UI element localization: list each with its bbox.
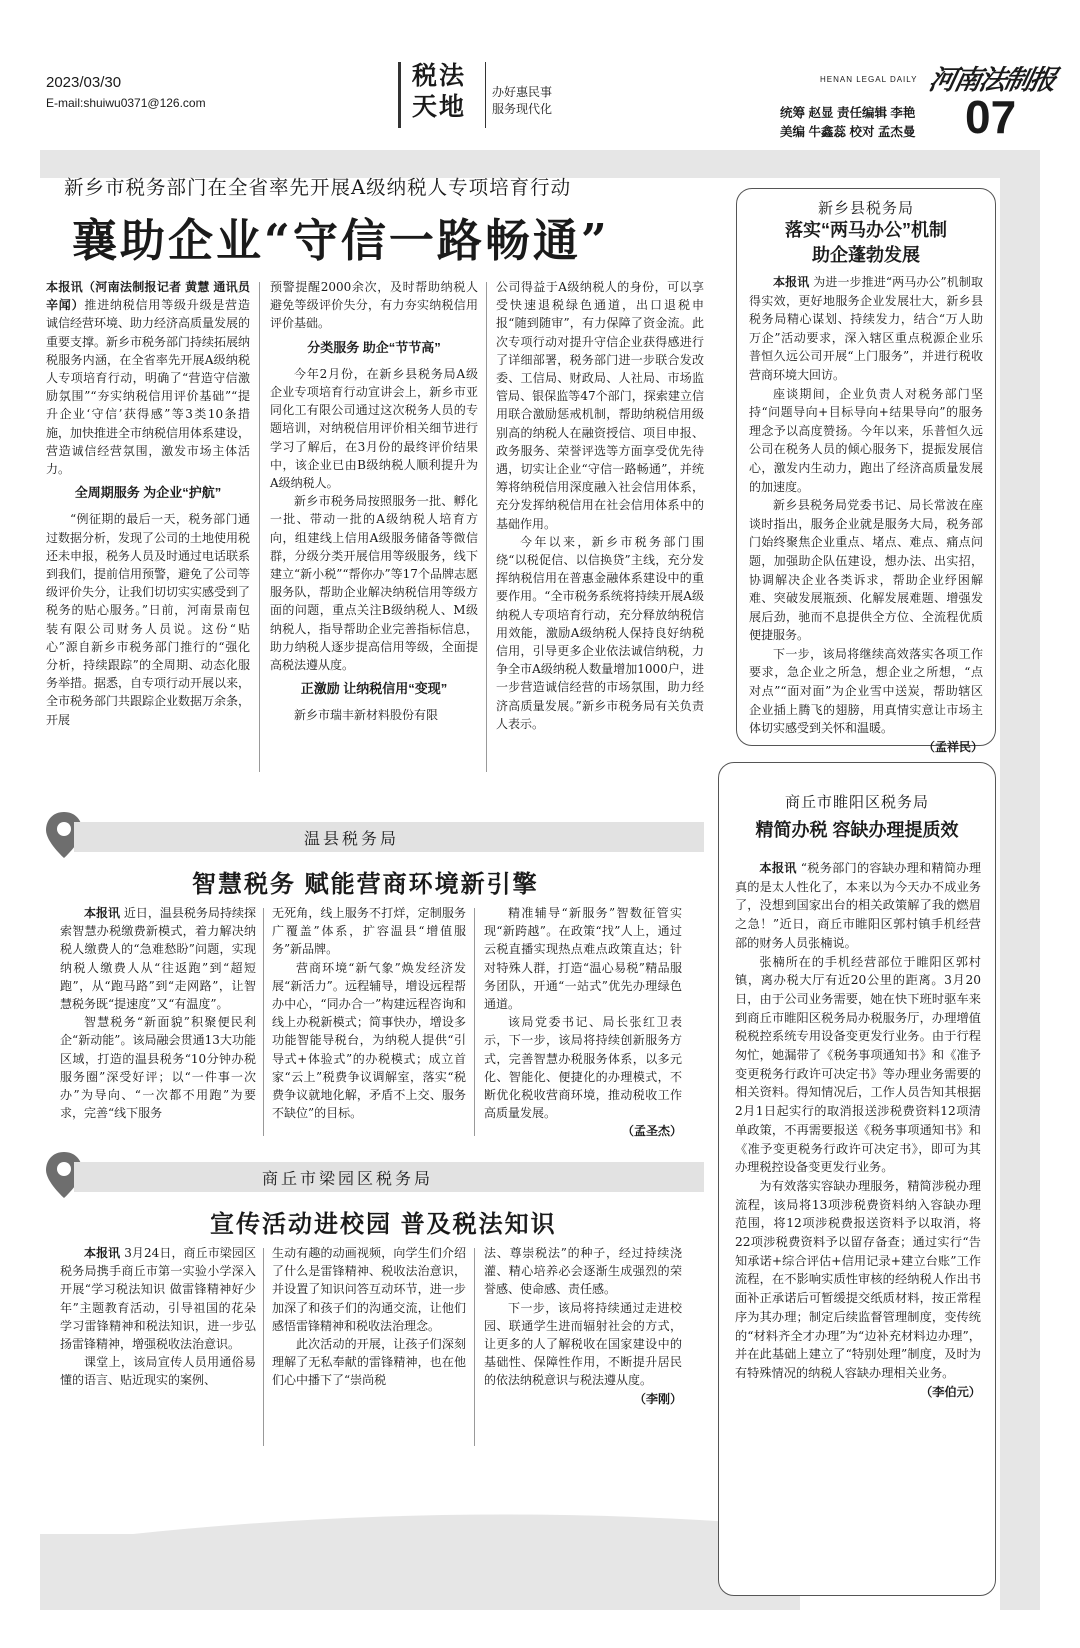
box2-org: 商丘市睢阳区税务局 bbox=[784, 793, 929, 811]
art2-col-1: 本报讯 近日，温县税务局持续探索智慧办税缴费新模式，着力解决纳税人缴费人的“急难愁盼”问题，实现纳税人缴费人从“往返跑”到“超短跑”，从“跑马路”到“走网路”，让智慧税务既“提速度”又“有温度”。 智慧税务“新面貌”积聚便民利企“新动能”。该局融会贯通13大功能区域，打造的温县税务“10分钟办税服务圈”深受好评；以“一件事一次办”为导向、“一次都不用跑”为要求，完善“线下服务 bbox=[60, 906, 256, 1121]
main-subhead-1: 全周期服务 为企业“护航” bbox=[74, 485, 222, 501]
box1-body: 本报讯 为进一步推进“两马办公”机制取得实效，更好地服务企业发展壮大，新乡县税务局精心谋划、持续发力，结合“万人助万企”活动要求，深入辖区重点税源企业乐普恒久远公司开展“上门服务”，并进行税收营商环境大回访。 座谈期间，企业负责人对税务部门坚持“问题导向+目标导向+结果导向”的服务理念予以高度赞扬。今年以来，乐普恒久远公司在税务人员的倾心服务下，提振发展信心，激发内生动力，跑出了经济高质量发展的加速度。 新乡县税务局党委书记、局长常波在座谈时指出，服务企业就是服务大局，税务部门始终聚焦企业重点、堵点、难点、痛点问题，加强助企队伍建设，想办法、出实招，协调解决企业各类诉求，帮助企业纾困解难、突破发展瓶颈、化解发展难题、增强发展后劲，驰而不息提供全方位、全流程优质便捷服务。 下一步，该局将继续高效落实各项工作要求，急企业之所急，想企业之所想，“点对点”“面对面”为企业雪中送炭，帮助辖区企业插上腾飞的翅膀，用真情实意让市场主体切实感受到关怀和温暖。 （孟祥民） bbox=[749, 273, 983, 756]
sidebar-article-xinxiang bbox=[736, 188, 996, 754]
box2-title: 精简办税 容缺办理提质效 bbox=[755, 820, 959, 840]
header-divider bbox=[398, 62, 401, 128]
art3-col-1: 本报讯 3月24日，商丘市梁园区税务局携手商丘市第一实验小学深入开展“学习税法知识 做雷锋精神好少年”主题教育活动，引导祖国的花朵学习雷锋精神和税法知识，进一步弘扬雷锋精神，增强税收法治意识。 课堂上，该局宣传人员用通俗易懂的语言、贴近现实的案例、 bbox=[60, 1246, 256, 1388]
main-headline: 襄助企业“守信一路畅通” bbox=[72, 214, 610, 267]
header-divider-thin bbox=[485, 62, 486, 128]
art3-org: 商丘市梁园区税务局 bbox=[262, 1169, 434, 1188]
paper-logo: 河南法制报 bbox=[926, 65, 1058, 96]
box1-org: 新乡县税务局 bbox=[817, 199, 914, 217]
art2-col-2: 无死角，线上服务不打烊，定制服务广覆盖”体系，扩容温县“增值服务”新品牌。 营商环境“新气象”焕发经济发展“新活力”。远程辅导，增设远程帮办中心，“同办合一”构建远程咨询和线上办税新模式；简事快办，增设多功能智能导税台，为纳税人提供“引导式+体验式”的办税模式；成立首家“云上”税费争议调解室，落实“税费争议就地化解，矛盾不上交、服务不缺位”的目标。 bbox=[272, 906, 466, 1121]
main-subhead-2: 分类服务 助企“节节高” bbox=[307, 339, 441, 355]
art3-author: （李刚） bbox=[633, 1391, 682, 1406]
issue-date: 2023/03/30 bbox=[46, 74, 122, 91]
box1-author: （孟祥民） bbox=[922, 739, 983, 754]
box1-title-1: 落实“两马办公”机制 bbox=[785, 220, 947, 240]
art2-org: 温县税务局 bbox=[304, 829, 400, 848]
main-col-1: 本报讯（河南法制报记者 黄慧 通讯员 辛闻）推进纳税信用等级升级是营造诚信经营环境、助力经济高质量发展的重要支撑。新乡市税务部门持续拓展纳税服务内涵，在全省率先开展A级纳税人专项培育行动，明确了“营造守信激励氛围”“夯实纳税信用评价基础”“提升企业‘守信’获得感”等3类10条措施，加快推进全市纳税信用体系建设，营造诚信经营氛围，激发市场主体活力。 全周期服务 为企业“护航” “例征期的最后一天，税务部门通过数据分析，发现了公司的土地使用税还未申报，税务人员及时通过电话联系到我们，提前信用预警，避免了公司等级评价失分，让我们切切实实感受到了税务的贴心服务。”日前，河南景南包装有限公司财务人员说。这份“贴心”源自新乡市税务部门推行的“强化分析，持续跟踪”的全周期、动态化服务举措。据悉，自专项行动开展以来，全市税务部门共跟踪企业数据万余条，开展 bbox=[46, 280, 251, 727]
main-subtitle: 新乡市税务部门在全省率先开展A级纳税人专项培育行动 bbox=[64, 176, 572, 199]
contact-email: E-mail:shuiwu0371@126.com bbox=[46, 96, 206, 110]
sidebar-article-suiyang bbox=[718, 762, 996, 1596]
main-col-3: 公司得益于A级纳税人的身份，可以享受快速退税绿色通道，出口退税申报“随到随审”，有力保障了资金流。此次专项行动对提升守信企业获得感进行了详细部署，税务部门进一步联合发改委、工信局、财政局、人社局、市场监管局、银保监等47个部门，探索建立信用联合激励惩戒机制，帮助纳税信用级别高的纳税人在融资授信、项目申报、政务服务、荣誉评选等方面享受优先待遇，切实让企业“守信一路畅通”，并统筹将纳税信用深度融入社会信用体系，充分发挥纳税信用在社会信用体系中的基础作用。 今年以来，新乡市税务部门围绕“以税促信、以信换贷”主线，充分发挥纳税信用在普惠金融体系建设中的重要作用。“全市税务系统将持续开展A级纳税人专项培育行动，充分释放纳税信用效能，激励A级纳税人保持良好纳税信用，引导更多企业依法诚信纳税，力争全市A级纳税人数量增加1000户，进一步营造诚信经营的市场氛围，助力经济高质量发展。”新乡市税务局有关负责人表示。 bbox=[496, 280, 704, 731]
art3-col-2: 生动有趣的动画视频，向学生们介绍了什么是雷锋精神、税收法治意识，并设置了知识问答互动环节，进一步加深了和孩子们的沟通交流，让他们感悟雷锋精神和税收法治理念。 此次活动的开展，让孩子们深刻理解了无私奉献的雷锋精神，也在他们心中播下了“崇尚税 bbox=[272, 1246, 466, 1388]
art2-headline: 智慧税务 赋能营商环境新引擎 bbox=[192, 871, 539, 898]
gray-strip-right bbox=[1000, 150, 1040, 1610]
main-subhead-3: 正激励 让纳税信用“变现” bbox=[300, 681, 448, 697]
box1-title-2: 助企蓬勃发展 bbox=[812, 245, 920, 265]
art2-col-3: 精准辅导“新服务”智数征管实现“新跨越”。在政策“找”人上，通过云税直播实现热点难点政策直达；针对特殊人群，打造“温心易税”精品服务团队，开通“一站式”优先办理绿色通道。 该局党委书记、局长张红卫表示，下一步，该局将持续创新服务方式，完善智慧办税服务体系，以多元化、智能化、便捷化的办理模式，不断优化税收营商环境，推动税收工作高质量发展。 （孟圣杰） bbox=[484, 904, 682, 1141]
paper-english-name: HENAN LEGAL DAILY bbox=[820, 75, 918, 84]
art3-col-3: 法、尊崇税法”的种子，经过持续浇灌、精心培养必会逐渐生成强烈的荣誉感、使命感、责任感。 下一步，该局将持续通过走进校园、联通学生进而辐射社会的方式，让更多的人了解税收在国家建设中的基础性、保障性作用，不断提升居民的依法纳税意识与税法遵从度。 （李刚） bbox=[484, 1244, 682, 1408]
section-name: 税法 天地 bbox=[412, 61, 467, 121]
box2-author: （李伯元） bbox=[920, 1384, 981, 1399]
page-number: 07 bbox=[965, 91, 1017, 143]
section-slogan: 办好惠民事 服务现代化 bbox=[492, 85, 553, 116]
bottom-curve bbox=[40, 1505, 800, 1545]
gray-strip-bottom bbox=[40, 1534, 800, 1610]
art2-author: （孟圣杰） bbox=[621, 1124, 682, 1139]
art3-headline: 宣传活动进校园 普及税法知识 bbox=[210, 1211, 557, 1238]
editor-credits: 统筹 赵显 责任编辑 李艳 美编 牛鑫蕊 校对 孟杰曼 bbox=[780, 106, 916, 139]
box2-body: 本报讯 “税务部门的容缺办理和精简办理真的是太人性化了，本来以为今天办不成业务了，没想到国家出台的相关政策解了我的燃眉之急！”近日，商丘市睢阳区郭村镇手机经营部的财务人员张楠说。 张楠所在的手机经营部位于睢阳区郭村镇，离办税大厅有近20公里的距离。3月20日，由于公司业务需要，她在快下班时驱车来到商丘市睢阳区税务局办税服务厅，办理增值税税控系统专用设备变更发行业务。由于行程匆忙，她漏带了《税务事项通知书》和《准予变更税务行政许可决定书》等办理业务需要的相关资料。得知情况后，工作人员告知其根据2月1日起实行的取消报送涉税费资料12项清单政策，不再需要报送《税务事项通知书》和《准予变更税务行政许可决定书》，即可为其办理税控设备变更发行业务。 为有效落实容缺办理服务，精简涉税办理流程，该局将13项涉税费资料纳入容缺办理范围，将12项涉税费报送资料予以取消，将22项涉税费资料予以留存备查；通过实行“告知承诺+综合评估+信用记录+建立台账”工作流程，在不影响实质性审核的经纳税人作出书面补正承诺后可暂缓提交纸质材料，按正常程序为其办理；制定后续监督管理制度，变传统的“材料齐全才办理”为“边补充材料边办理”，并在此基础上建立了“特别处理”制度，及时为有特殊情况的纳税人容缺办理相关业务。 （李伯元） bbox=[735, 859, 981, 1401]
main-col-2: 预警提醒2000余次，及时帮助纳税人避免等级评价失分，有力夯实纳税信用评价基础。 分类服务 助企“节节高” 今年2月份，在新乡县税务局A级企业专项培育行动宣讲会上，新乡市亚同化工有限公司通过这次税务人员的专题培训，对纳税信用评价相关细节进行学习了解后，在3月份的最终评价结果中，该企业已由B级纳税人顺利提升为A级纳税人。 新乡市税务局按照服务一批、孵化一批、带动一批的A级纳税人培育方向，组建线上信用A级服务储备等微信群，分级分类开展信用等级服务，线下建立“新小税”“帮你办”等17个品牌志愿服务队，帮助企业解决纳税信用等级方面的问题，重点关注B级纳税人、M级纳税人，指导帮助企业完善指标信息，助力纳税人逐步提高信用等级，全面提高税法遵从度。 正激励 让纳税信用“变现” 新乡市瑞丰新材料股份有限 bbox=[270, 280, 478, 723]
